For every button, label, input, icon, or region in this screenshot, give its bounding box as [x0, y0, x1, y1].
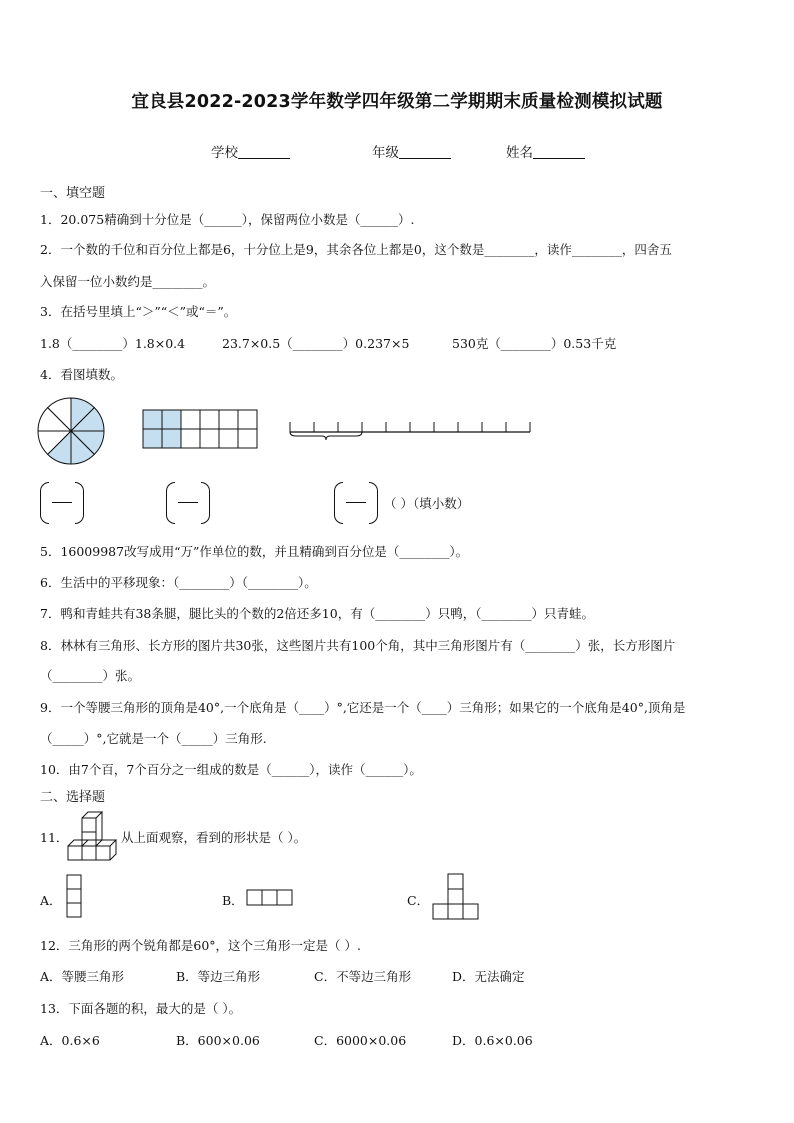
number-line-brace — [290, 432, 362, 440]
section-choice-heading: 二、选择题 — [40, 790, 106, 805]
page-title: 宜良县2022-2023学年数学四年级第二学期期末质量检测模拟试题 — [131, 92, 663, 112]
answer-fraction-1[interactable] — [40, 482, 84, 522]
q13-option-c[interactable]: C．6000×0.06 — [314, 1033, 407, 1048]
grid-cell — [181, 429, 200, 448]
school-label: 学校 — [211, 145, 238, 161]
q12-option-d[interactable]: D．无法确定 — [452, 969, 525, 984]
grid-cell — [238, 410, 257, 429]
question-3-item-1: 1.8（________）1.8×0.4 — [40, 336, 186, 351]
question-11-number: 11． — [40, 830, 69, 845]
number-line — [290, 422, 530, 440]
grid-cell — [162, 429, 181, 448]
grid-cell — [219, 429, 238, 448]
cube-stack-figure — [66, 806, 122, 862]
q11-option-b-figure — [246, 889, 296, 907]
q11-option-b[interactable]: B． — [222, 893, 244, 908]
question-3: 3．在括号里填上“＞”“＜”或“＝”。 — [40, 304, 237, 319]
q12-option-b[interactable]: B．等边三角形 — [176, 969, 261, 984]
question-2-line2: 入保留一位小数约是________。 — [40, 274, 216, 289]
question-12: 12．三角形的两个锐角都是60°，这个三角形一定是（ ）. — [40, 938, 362, 953]
name-label: 姓名 — [506, 145, 533, 161]
answer-fraction-3[interactable] — [334, 482, 378, 522]
grid-cell — [162, 410, 181, 429]
q13-option-b[interactable]: B．600×0.06 — [176, 1033, 260, 1048]
school-field[interactable] — [211, 141, 290, 161]
q13-option-a[interactable]: A．0.6×6 — [40, 1033, 100, 1048]
answer-fraction-2[interactable] — [166, 482, 210, 522]
question-9-line1: 9．一个等腰三角形的顶角是40°,一个底角是（____）°,它还是一个（____）三角形；如果它的一个底角是40°,顶角是 — [40, 700, 686, 715]
grid-fraction-figure — [142, 409, 258, 449]
question-10: 10．由7个百，7个百分之一组成的数是（______），读作（______）。 — [40, 762, 422, 777]
grade-blank[interactable] — [399, 144, 451, 159]
question-7: 7．鸭和青蛙共有38条腿，腿比头的个数的2倍还多10，有（________）只鸭，（________）只青蛙。 — [40, 606, 594, 621]
grade-label: 年级 — [372, 145, 399, 161]
question-13: 13．下面各题的积，最大的是（ ）。 — [40, 1001, 242, 1016]
question-11: 从上面观察，看到的形状是（ ）。 — [121, 830, 307, 845]
grid-cell — [143, 410, 162, 429]
question-5: 5．16009987改写成用“万”作单位的数，并且精确到百分位是（________）。 — [40, 544, 469, 559]
q12-option-a[interactable]: A．等腰三角形 — [40, 969, 125, 984]
school-blank[interactable] — [238, 144, 290, 159]
q13-option-d[interactable]: D．0.6×0.06 — [452, 1033, 533, 1048]
grid-cell — [181, 410, 200, 429]
question-6: 6．生活中的平移现象：（________）（________）。 — [40, 575, 317, 590]
grid-cells — [143, 410, 257, 448]
grid-cell — [219, 410, 238, 429]
question-3-item-3: 530克（________）0.53千克 — [452, 336, 617, 351]
question-4: 4．看图填数。 — [40, 367, 123, 382]
question-8-line2: （________）张。 — [40, 668, 141, 683]
grid-cell — [143, 429, 162, 448]
q11-option-c[interactable]: C． — [407, 893, 430, 908]
name-blank[interactable] — [533, 144, 585, 159]
question-2-line1: 2．一个数的千位和百分位上都是6，十分位上是9，其余各位上都是0，这个数是________，读作________，四舍五 — [40, 242, 672, 257]
section-fill-heading: 一、填空题 — [40, 186, 106, 201]
q11-option-c-figure — [432, 873, 480, 921]
decimal-hint: （ ）（填小数） — [384, 496, 470, 511]
grid-cell — [238, 429, 257, 448]
circle-sectors — [38, 398, 104, 464]
question-8-line1: 8．林林有三角形、长方形的图片共30张，这些图片共有100个角，其中三角形图片有（________）张，长方形图片 — [40, 638, 676, 653]
grid-cell — [200, 429, 219, 448]
name-field[interactable] — [506, 141, 585, 161]
number-line-figure — [288, 418, 534, 440]
q11-option-a[interactable]: A． — [40, 893, 62, 908]
q11-option-a-figure — [66, 874, 82, 920]
question-9-line2: （_____）°,它就是一个（_____）三角形. — [40, 731, 267, 746]
circle-fraction-figure — [36, 396, 106, 466]
question-3-item-2: 23.7×0.5（________）0.237×5 — [222, 336, 410, 351]
grid-cell — [200, 410, 219, 429]
grade-field[interactable] — [372, 141, 451, 161]
q12-option-c[interactable]: C．不等边三角形 — [314, 969, 412, 984]
question-1: 1．20.075精确到十分位是（______），保留两位小数是（______）. — [40, 212, 415, 227]
